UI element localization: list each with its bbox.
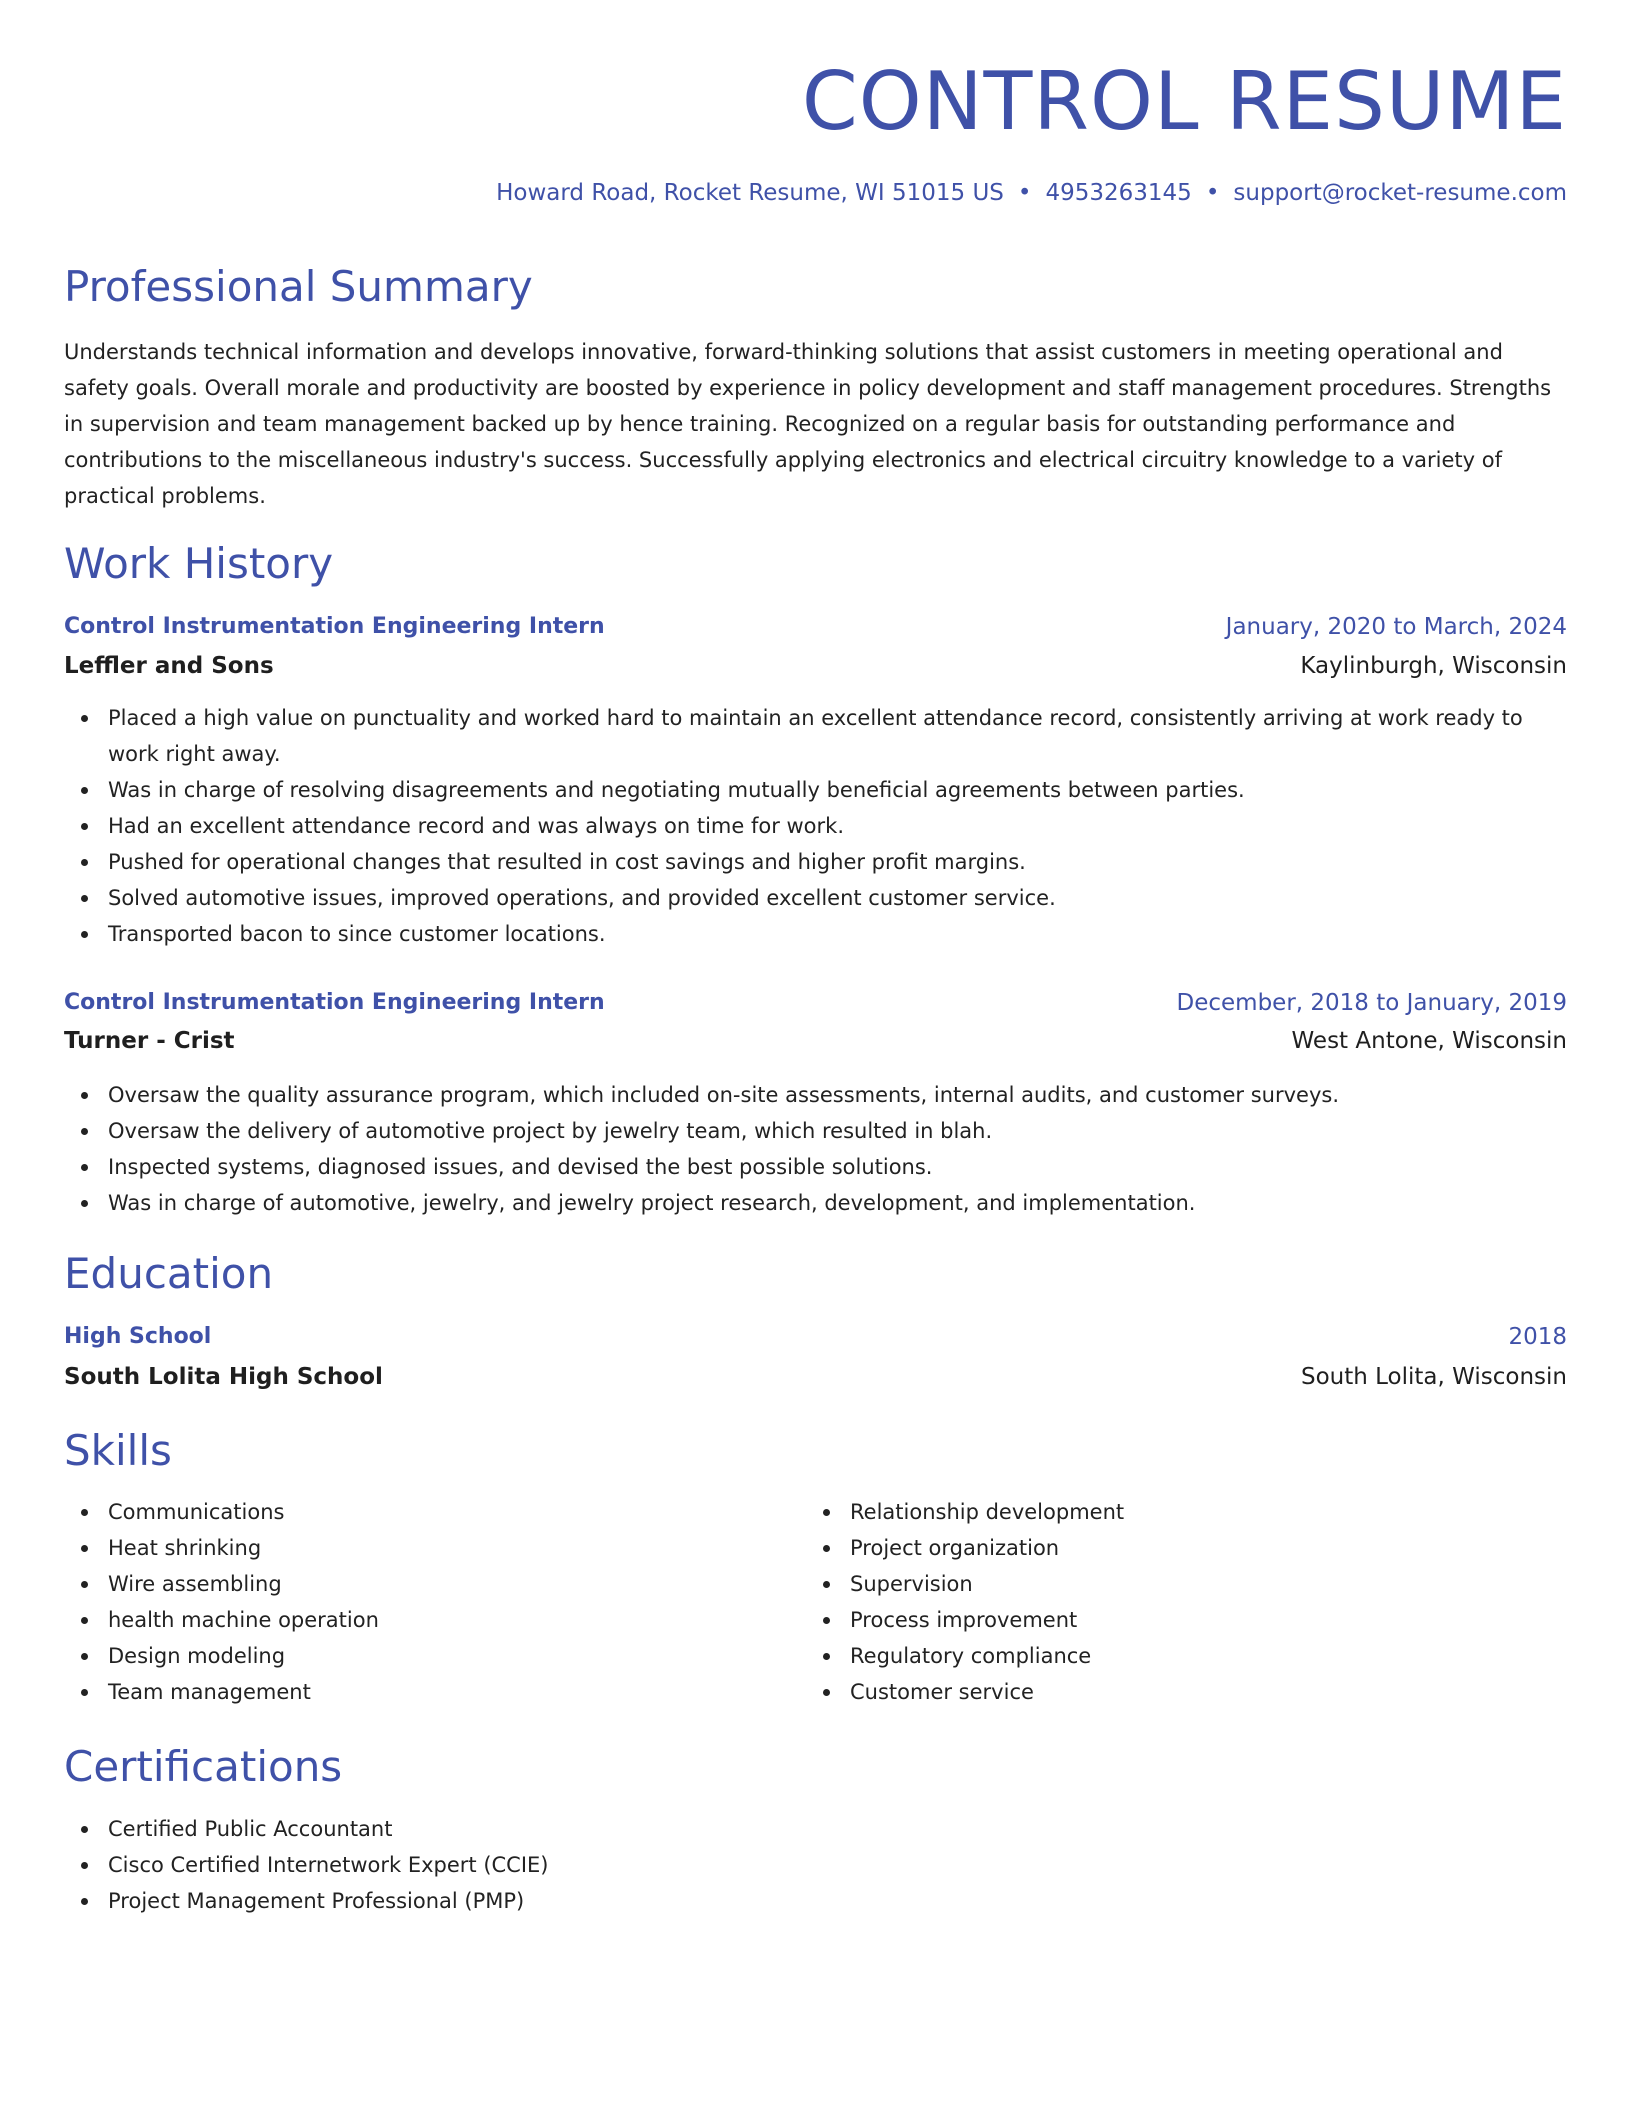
job-employer: Turner - Crist xyxy=(64,1028,235,1054)
skill-text: Design modeling xyxy=(108,1644,286,1668)
skill-text: Customer service xyxy=(850,1680,1034,1704)
skill-text: Project organization xyxy=(850,1536,1060,1560)
skill-text: Communications xyxy=(108,1500,285,1524)
list-item xyxy=(64,808,1567,844)
summary-heading: Professional Summary xyxy=(64,262,533,311)
job-1-employer-row xyxy=(64,649,1567,683)
list-item xyxy=(64,880,1567,916)
bullet-icon xyxy=(823,1689,830,1696)
bullet-icon xyxy=(81,787,88,794)
contact-email: support@rocket-resume.com xyxy=(1233,180,1567,206)
job-1-bullets xyxy=(64,700,1567,952)
certification-text: Project Management Professional (PMP) xyxy=(108,1889,525,1913)
resume-name: CONTROL RESUME xyxy=(801,55,1567,148)
skill-text: Team management xyxy=(108,1680,311,1704)
skill-item xyxy=(64,1566,764,1602)
skill-item xyxy=(64,1494,764,1530)
skill-item xyxy=(806,1530,1567,1566)
contact-phone: 4953263145 xyxy=(1045,180,1192,206)
list-item xyxy=(64,700,1567,772)
certification-item xyxy=(64,1883,1567,1919)
job-title: Control Instrumentation Engineering Intern xyxy=(64,614,605,639)
job-2-bullets xyxy=(64,1077,1567,1221)
list-item xyxy=(64,916,1567,952)
job-dates: December, 2018 to January, 2019 xyxy=(1176,990,1567,1016)
bullet-icon xyxy=(81,1862,88,1869)
job-2-employer-row xyxy=(64,1024,1567,1058)
skills-list-right xyxy=(806,1494,1567,1710)
list-item-text: Pushed for operational changes that resulted in cost savings and higher profit margins. xyxy=(108,850,1026,874)
certifications-heading: Certifications xyxy=(64,1742,343,1791)
skill-item xyxy=(64,1602,764,1638)
work-history-heading: Work History xyxy=(64,539,334,588)
bullet-icon xyxy=(81,895,88,902)
list-item-text: Was in charge of automotive, jewelry, and jewelry project research, development, and implementation. xyxy=(108,1191,1196,1215)
job-dates: January, 2020 to March, 2024 xyxy=(1225,614,1567,640)
list-item-text: Inspected systems, diagnosed issues, and devised the best possible solutions. xyxy=(108,1155,933,1179)
skill-item xyxy=(806,1494,1567,1530)
list-item-text: Placed a high value on punctuality and worked hard to maintain an excellent attendance record, consistently arriving at work ready to work right away. xyxy=(108,706,1523,766)
skill-text: Regulatory compliance xyxy=(850,1644,1092,1668)
list-item-text: Was in charge of resolving disagreements and negotiating mutually beneficial agreements between parties. xyxy=(108,778,1245,802)
list-item xyxy=(64,772,1567,808)
summary-text: Understands technical information and develops innovative, forward-thinking solutions that assist customers in meeting operational and safety goals. Overall morale and productivity are boosted by experience in policy development and staff management procedures. Strengths in supervision and team management backed up by hence training. Recognized on a regular basis for outstanding performance and contributions to the miscellaneous industry's success. Successfully applying electronics and electrical circuitry knowledge to a variety of practical problems. xyxy=(64,340,1552,508)
bullet-icon xyxy=(81,1653,88,1660)
education-year: 2018 xyxy=(1508,1324,1567,1350)
job-employer: Leffler and Sons xyxy=(64,653,274,679)
list-item-text: Solved automotive issues, improved operations, and provided excellent customer service. xyxy=(108,886,1056,910)
skills-heading: Skills xyxy=(64,1426,172,1475)
bullet-icon xyxy=(81,1092,88,1099)
list-item-text: Oversaw the delivery of automotive project by jewelry team, which resulted in blah. xyxy=(108,1119,993,1143)
education-degree-row xyxy=(64,1320,1567,1354)
bullet-icon xyxy=(823,1509,830,1516)
education-degree: High School xyxy=(64,1324,212,1349)
list-item xyxy=(64,1149,1567,1185)
skill-item xyxy=(64,1638,764,1674)
bullet-icon xyxy=(81,1898,88,1905)
bullet-icon xyxy=(81,859,88,866)
list-item-text: Transported bacon to since customer locations. xyxy=(108,922,606,946)
education-heading: Education xyxy=(64,1249,274,1298)
list-item xyxy=(64,844,1567,880)
certification-text: Certified Public Accountant xyxy=(108,1817,393,1841)
skill-item xyxy=(64,1530,764,1566)
skill-text: Heat shrinking xyxy=(108,1536,262,1560)
bullet-icon xyxy=(823,1581,830,1588)
bullet-icon xyxy=(81,1164,88,1171)
bullet-icon xyxy=(823,1545,830,1552)
list-item xyxy=(64,1077,1567,1113)
contact-separator: • xyxy=(1017,180,1032,206)
certification-item xyxy=(64,1811,1567,1847)
job-location: West Antone, Wisconsin xyxy=(1291,1028,1567,1054)
job-2-title-row xyxy=(64,986,1567,1020)
bullet-icon xyxy=(81,1826,88,1833)
skill-item xyxy=(64,1674,764,1710)
job-title: Control Instrumentation Engineering Intern xyxy=(64,990,605,1015)
bullet-icon xyxy=(81,931,88,938)
skill-item xyxy=(806,1674,1567,1710)
resume-page xyxy=(64,0,1567,2112)
skill-item xyxy=(806,1602,1567,1638)
contact-address: Howard Road, Rocket Resume, WI 51015 US xyxy=(496,180,1004,206)
bullet-icon xyxy=(81,1617,88,1624)
list-item xyxy=(64,1113,1567,1149)
bullet-icon xyxy=(81,1689,88,1696)
education-school: South Lolita High School xyxy=(64,1364,383,1390)
skill-text: Wire assembling xyxy=(108,1572,282,1596)
bullet-icon xyxy=(81,823,88,830)
certification-item xyxy=(64,1847,1567,1883)
job-location: Kaylinburgh, Wisconsin xyxy=(1300,653,1567,679)
skill-text: Process improvement xyxy=(850,1608,1078,1632)
bullet-icon xyxy=(81,1509,88,1516)
skill-text: health machine operation xyxy=(108,1608,379,1632)
certifications-list xyxy=(64,1811,1567,1919)
skill-text: Relationship development xyxy=(850,1500,1125,1524)
list-item xyxy=(64,1185,1567,1221)
bullet-icon xyxy=(823,1653,830,1660)
skill-item xyxy=(806,1638,1567,1674)
education-school-row xyxy=(64,1360,1567,1394)
list-item-text: Had an excellent attendance record and was always on time for work. xyxy=(108,814,845,838)
skills-list-left xyxy=(64,1494,764,1710)
certification-text: Cisco Certified Internetwork Expert (CCIE) xyxy=(108,1853,549,1877)
job-1-title-row xyxy=(64,610,1567,644)
bullet-icon xyxy=(81,1581,88,1588)
bullet-icon xyxy=(81,1545,88,1552)
bullet-icon xyxy=(81,1200,88,1207)
skill-item xyxy=(806,1566,1567,1602)
contact-line xyxy=(496,178,1567,208)
bullet-icon xyxy=(81,1128,88,1135)
skill-text: Supervision xyxy=(850,1572,973,1596)
education-location: South Lolita, Wisconsin xyxy=(1300,1364,1567,1390)
bullet-icon xyxy=(81,715,88,722)
bullet-icon xyxy=(823,1617,830,1624)
list-item-text: Oversaw the quality assurance program, which included on-site assessments, internal audits, and customer surveys. xyxy=(108,1083,1340,1107)
contact-separator: • xyxy=(1205,180,1220,206)
